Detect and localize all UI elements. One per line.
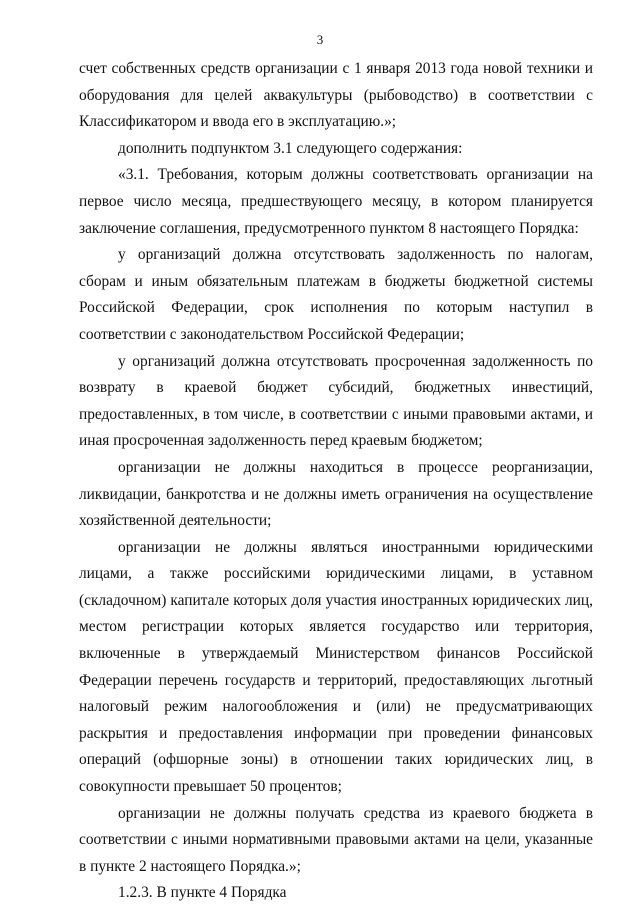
paragraph-add-subclause: дополнить подпунктом 3.1 следующего содержания: xyxy=(118,139,463,157)
paragraph-foreign-entities: организации не должны являться иностранными юридическими лицами, а также российскими юридическими лицами, в уставном (складочном) капитале которых доля участия иностранных юридических лиц, местом регистрации которых является государство или территория, включенные в утверждаемый Министерством финансов Российской Федерации перечень государств и территорий, предоставляющих льготный налоговый режим налогообложения и (или) не предусматривающих раскрытия и предоставления информации при проведении финансовых операций (офшорные зоны) в отношении таких юридических лиц, в совокупности превышает 50 процентов; xyxy=(79,538,593,796)
document-body xyxy=(79,56,593,907)
paragraph-clause-heading: 1.2.3. В пункте 4 Порядка xyxy=(118,884,287,902)
paragraph-overdue-debt: у организаций должна отсутствовать просроченная задолженность по возврату в краевой бюджет субсидий, бюджетных инвестиций, предоставленных, в том числе, в соответствии с иными правовыми актами, и иная просроченная задолженность перед краевым бюджетом; xyxy=(79,352,593,450)
paragraph-continuation: счет собственных средств организации с 1 января 2013 года новой техники и оборудования для целей аквакультуры (рыбоводство) в соответствии с Классификатором и ввода его в эксплуатацию.»; xyxy=(79,60,593,131)
paragraph-tax-debt: у организаций должна отсутствовать задолженность по налогам, сборам и иным обязательным платежам в бюджеты бюджетной системы Российской Федерации, срок исполнения по которым наступил в соответствии с законодательством Российской Федерации; xyxy=(79,246,593,343)
page-number: 3 xyxy=(316,32,324,47)
paragraph-reorganization: организации не должны находиться в процессе реорганизации, ликвидации, банкротства и не должны иметь ограничения на осуществление хозяйственной деятельности; xyxy=(79,458,593,530)
paragraph-other-funds: организации не должны получать средства из краевого бюджета в соответствии с иными нормативными правовыми актами на цели, указанные в пункте 2 настоящего Порядка.»; xyxy=(79,804,593,875)
paragraph-requirements-intro: «3.1. Требования, которым должны соответствовать организации на первое число месяца, предшествующего месяцу, в котором планируется заключение соглашения, предусмотренного пунктом 8 настоящего Порядка: xyxy=(79,166,593,237)
